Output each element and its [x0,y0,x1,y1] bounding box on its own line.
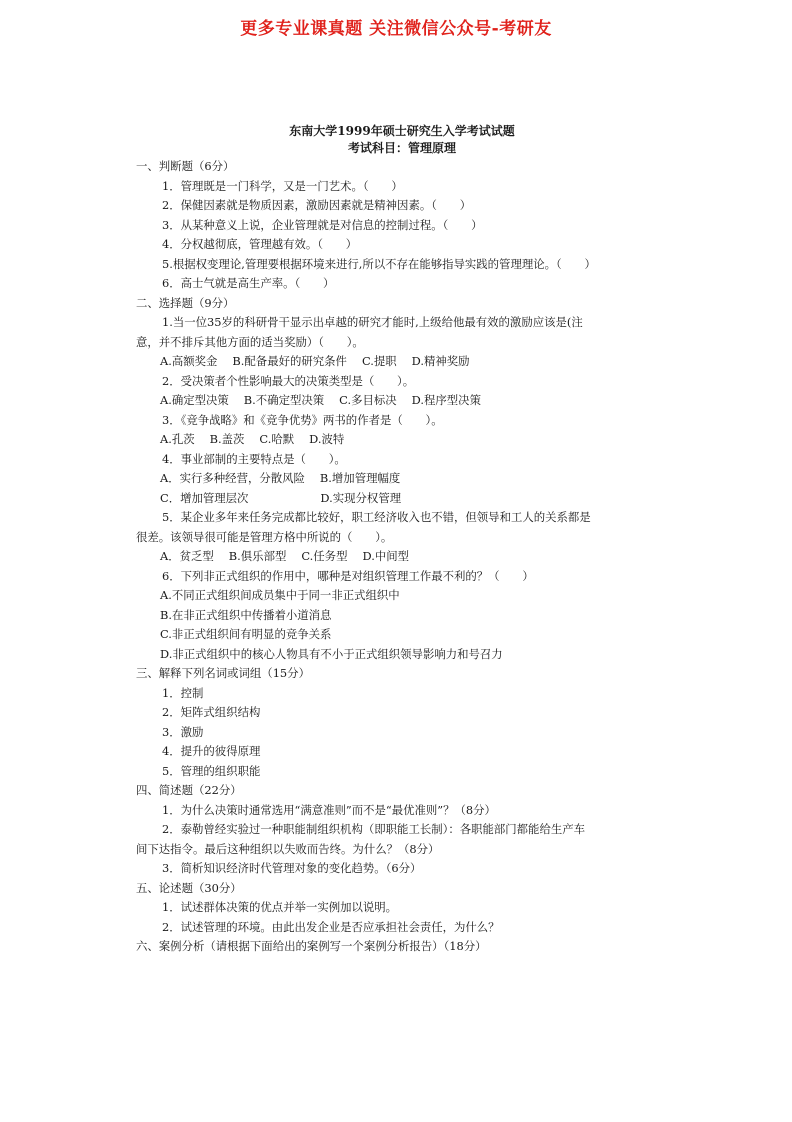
question-item: 3．《竞争战略》和《竞争优势》两书的作者是（ ）。 [162,412,443,427]
answer-options: C．增加管理层次 D.实现分权管理 [160,490,402,505]
term-item: 2．矩阵式组织结构 [162,705,261,719]
exam-document [136,123,660,957]
question-item-continued: 意，并不排斥其他方面的适当奖励）（ ）。 [136,334,364,349]
term-item: 4．提升的彼得原理 [162,744,261,758]
question-item-continued: 间下达指令。最后这种组织以失败而告终。为什么？（8分） [136,841,440,856]
question-item: 4．事业部制的主要特点是（ ）。 [162,451,346,466]
answer-option: D.非正式组织中的核心人物具有不小于正式组织领导影响力和号召力 [160,646,503,661]
exam-title: 东南大学1999年硕士研究生入学考试试题 [289,124,515,138]
section-heading-terms: 三、解释下列名词或词组（15分） [136,666,310,680]
section-heading-short-answer: 四、简述题（22分） [136,783,242,797]
question-item: 2．试述管理的环境。由此出发企业是否应承担社会责任，为什么？ [162,919,500,934]
question-item-continued: 很差。该领导很可能是管理方格中所说的（ ）。 [136,529,393,544]
answer-options: A．贫乏型 B.俱乐部型 C.任务型 D.中间型 [160,549,409,563]
answer-options: A.孔茨 B.盖茨 C.哈默 D.波特 [160,432,345,446]
question-item: 5．某企业多年来任务完成都比较好，职工经济收入也不错，但领导和工人的关系都是 [162,510,591,524]
exam-subject: 考试科目：管理原理 [347,141,456,155]
question-item: 1．管理既是一门科学，又是一门艺术。（ ） [162,178,403,193]
answer-option: C.非正式组织间有明显的竞争关系 [160,627,332,641]
term-item: 1．控制 [162,685,204,700]
section-heading-judgement: 一、判断题（6分） [136,159,235,173]
answer-option: B.在非正式组织中传播着小道消息 [160,607,332,622]
answer-options: A.高额奖金 B.配备最好的研究条件 C.提职 D.精神奖励 [160,354,470,368]
question-item: 6．高士气就是高生产率。（ ） [162,276,335,290]
section-heading-essay: 五、论述题（30分） [136,880,242,895]
question-item: 1.当一位35岁的科研骨干显示出卓越的研究才能时,上级给他最有效的激励应该是(注 [162,315,583,329]
question-item: 2．受决策者个性影响最大的决策类型是（ ）。 [162,373,415,388]
question-item: 3．从某种意义上说，企业管理就是对信息的控制过程。（ ） [162,217,483,232]
section-heading-case-study: 六、案例分析（请根据下面给出的案例写一个案例分析报告）（18分） [136,939,487,953]
term-item: 3．激励 [162,724,204,739]
question-item: 5.根据权变理论,管理要根据环境来进行,所以不存在能够指导实践的管理理论。（ ） [162,256,596,271]
question-item: 2．保健因素就是物质因素，激励因素就是精神因素。（ ） [162,198,472,212]
question-item: 2．泰勒曾经实验过一种职能制组织机构（即职能工长制）：各职能部门都能给生产车 [162,822,586,836]
question-item: 1．为什么决策时通常选用“满意准则”而不是“最优准则”？（8分） [162,802,496,817]
question-item: 4．分权越彻底，管理越有效。（ ） [162,237,358,251]
term-item: 5．管理的组织职能 [162,763,261,778]
question-item: 3．简析知识经济时代管理对象的变化趋势。（6分） [162,861,422,875]
answer-option: A.不同正式组织间成员集中于同一非正式组织中 [160,588,400,602]
promo-banner: 更多专业课真题 关注微信公众号-考研友 [240,19,552,39]
question-item: 6．下列非正式组织的作用中，哪种是对组织管理工作最不利的？（ ） [162,568,534,583]
section-heading-choice: 二、选择题（9分） [136,295,235,310]
answer-options: A.确定型决策 B.不确定型决策 C.多目标决 D.程序型决策 [160,393,481,407]
answer-options: A．实行多种经营，分散风险 B.增加管理幅度 [160,471,401,485]
question-item: 1．试述群体决策的优点并举一实例加以说明。 [162,900,398,914]
